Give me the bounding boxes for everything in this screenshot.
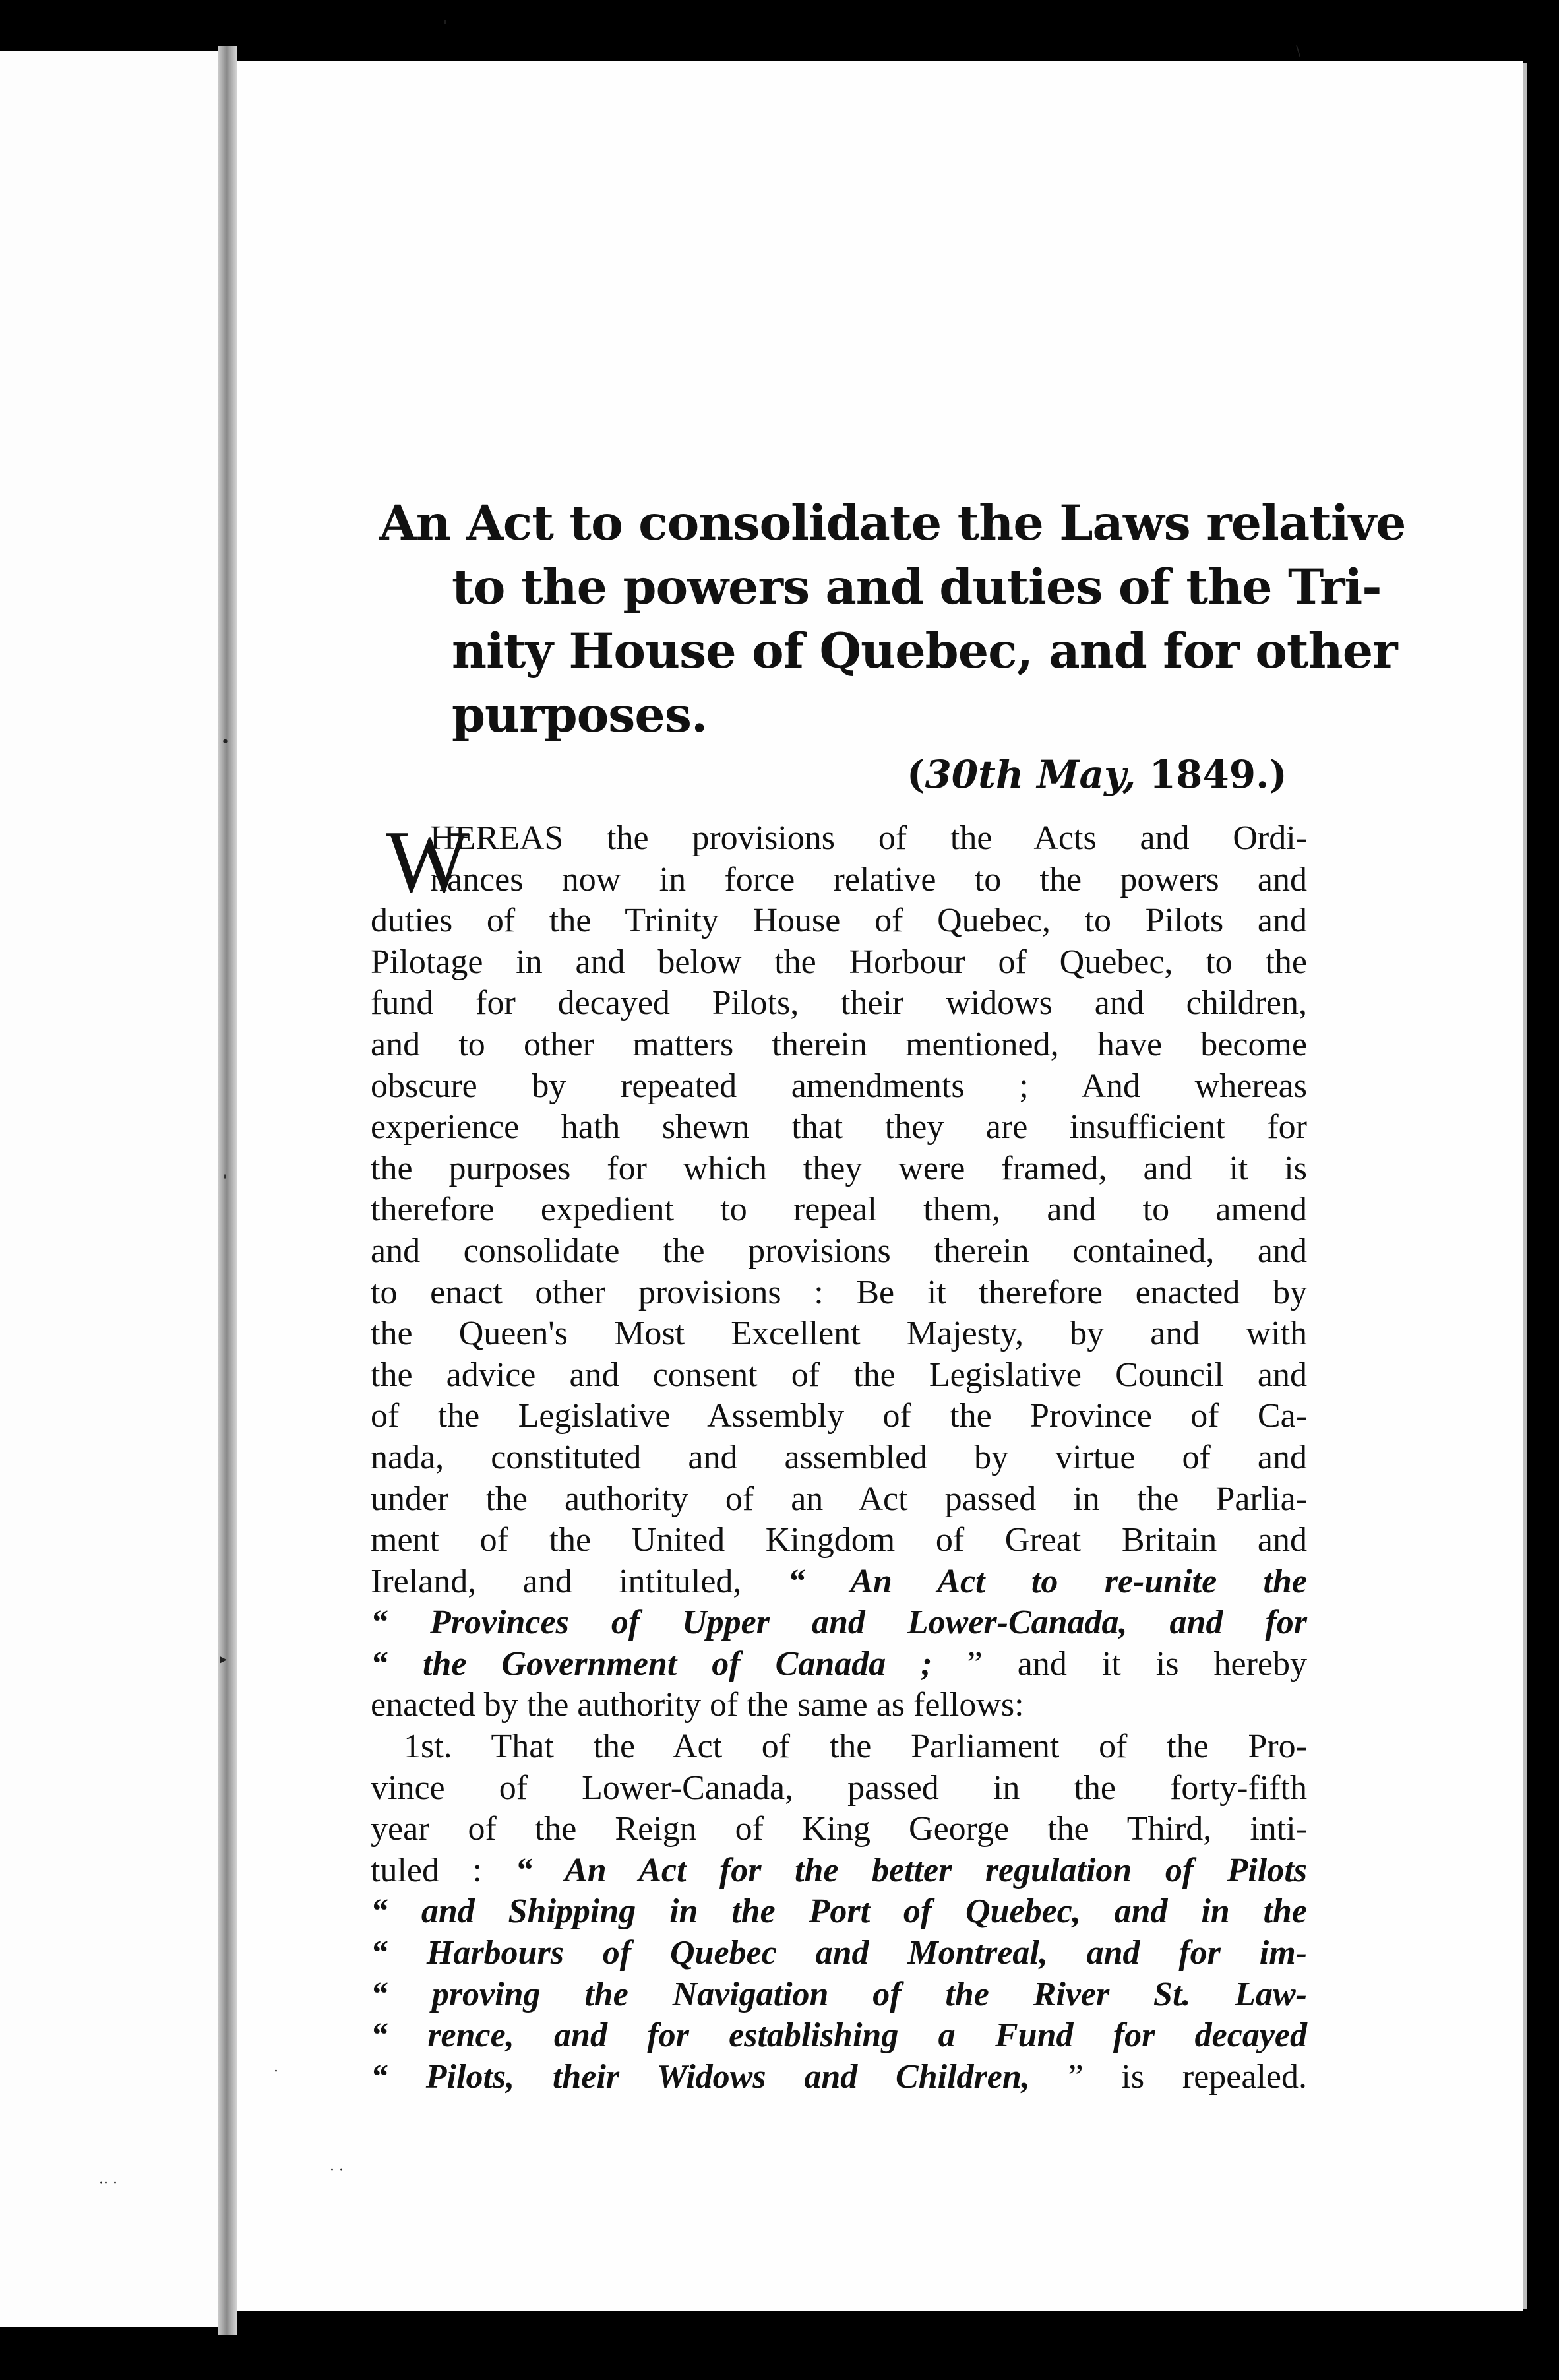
section-1-line: 1st. That the Act of the Parliament of the Pro-: [404, 1728, 1307, 1766]
scan-speck: · ·: [330, 2162, 344, 2179]
scan-speck: •: [221, 734, 229, 751]
preamble-opening: [371, 813, 1307, 910]
body-line: the Queen's Most Excellent Majesty, by and with: [371, 1315, 1307, 1353]
body-line: ment of the United Kingdom of Great Britain and: [371, 1521, 1307, 1559]
scan-speck: ▸: [220, 1651, 228, 1668]
title-line: purposes.: [452, 687, 708, 743]
scan-speck: ·: [274, 2063, 278, 2080]
body-line: nances now in force relative to the powers and: [430, 860, 1307, 898]
body-line: Pilotage in and below the Horbour of Quebec, to the: [371, 943, 1307, 981]
title-line: An Act to consolidate the Laws relative: [379, 495, 1406, 551]
body-line: “ the Government of Canada ; ” and it is hereby: [371, 1644, 1308, 1683]
body-line: obscure by repeated amendments ; And whereas: [371, 1067, 1307, 1105]
scan-speck: ': [223, 1173, 228, 1189]
body-line: experience hath shewn that they are insufficient for: [371, 1108, 1307, 1146]
scan-speck: ·· ·: [99, 2176, 117, 2192]
section-1-line: year of the Reign of King George the Third, inti-: [371, 1810, 1307, 1848]
body-line: enacted by the authority of the same as fellows:: [371, 1686, 1024, 1724]
act-body: [371, 813, 1308, 2098]
body-line: nada, constituted and assembled by virtue of and: [371, 1438, 1307, 1476]
section-1-line: “ proving the Navigation of the River St. Law-: [371, 1975, 1307, 2013]
body-line: HEREAS the provisions of the Acts and Ordi-: [430, 819, 1307, 857]
section-1-line: “ rence, and for establishing a Fund for decayed: [371, 2017, 1307, 2055]
page-edge: [1523, 63, 1527, 2309]
body-line: the advice and consent of the Legislative Council and: [371, 1356, 1307, 1394]
body-line: and to other matters therein mentioned, have become: [371, 1025, 1307, 1063]
act-title: [379, 491, 1406, 747]
book-gutter: [218, 46, 237, 2335]
body-line: “ Provinces of Upper and Lower-Canada, and for: [371, 1604, 1307, 1642]
scan-speck: ': [443, 18, 448, 35]
body-line: to enact other provisions : Be it therefore enacted by: [371, 1273, 1307, 1311]
body-line: Ireland, and intituled, “ An Act to re-unite the: [371, 1562, 1308, 1600]
title-line: nity House of Quebec, and for other: [452, 623, 1397, 679]
body-line: of the Legislative Assembly of the Province of Ca-: [371, 1397, 1307, 1435]
scan-speck: \: [1296, 44, 1301, 60]
section-1-line: tuled : “ An Act for the better regulation of Pilots: [371, 1851, 1308, 1889]
body-line: fund for decayed Pilots, their widows and children,: [371, 984, 1307, 1022]
body-line: therefore expedient to repeal them, and to amend: [371, 1191, 1307, 1229]
section-1-line: “ and Shipping in the Port of Quebec, and in the: [371, 1893, 1307, 1931]
body-line: and consolidate the provisions therein contained, and: [371, 1232, 1307, 1270]
body-line: duties of the Trinity House of Quebec, to Pilots and: [371, 902, 1307, 940]
title-line: to the powers and duties of the Tri-: [452, 559, 1382, 615]
section-1-line: vince of Lower-Canada, passed in the forty-fifth: [371, 1769, 1307, 1807]
act-date: (30th May, 1849.): [907, 752, 1287, 797]
left-page-leaf: [0, 51, 218, 2327]
section-1-line: “ Pilots, their Widows and Children, ” is repealed.: [371, 2057, 1307, 2096]
body-line: under the authority of an Act passed in the Parlia-: [371, 1480, 1307, 1518]
drop-cap: W: [386, 813, 470, 910]
body-line: the purposes for which they were framed, and it is: [371, 1149, 1307, 1187]
section-1-line: “ Harbours of Quebec and Montreal, and for im-: [371, 1934, 1307, 1972]
